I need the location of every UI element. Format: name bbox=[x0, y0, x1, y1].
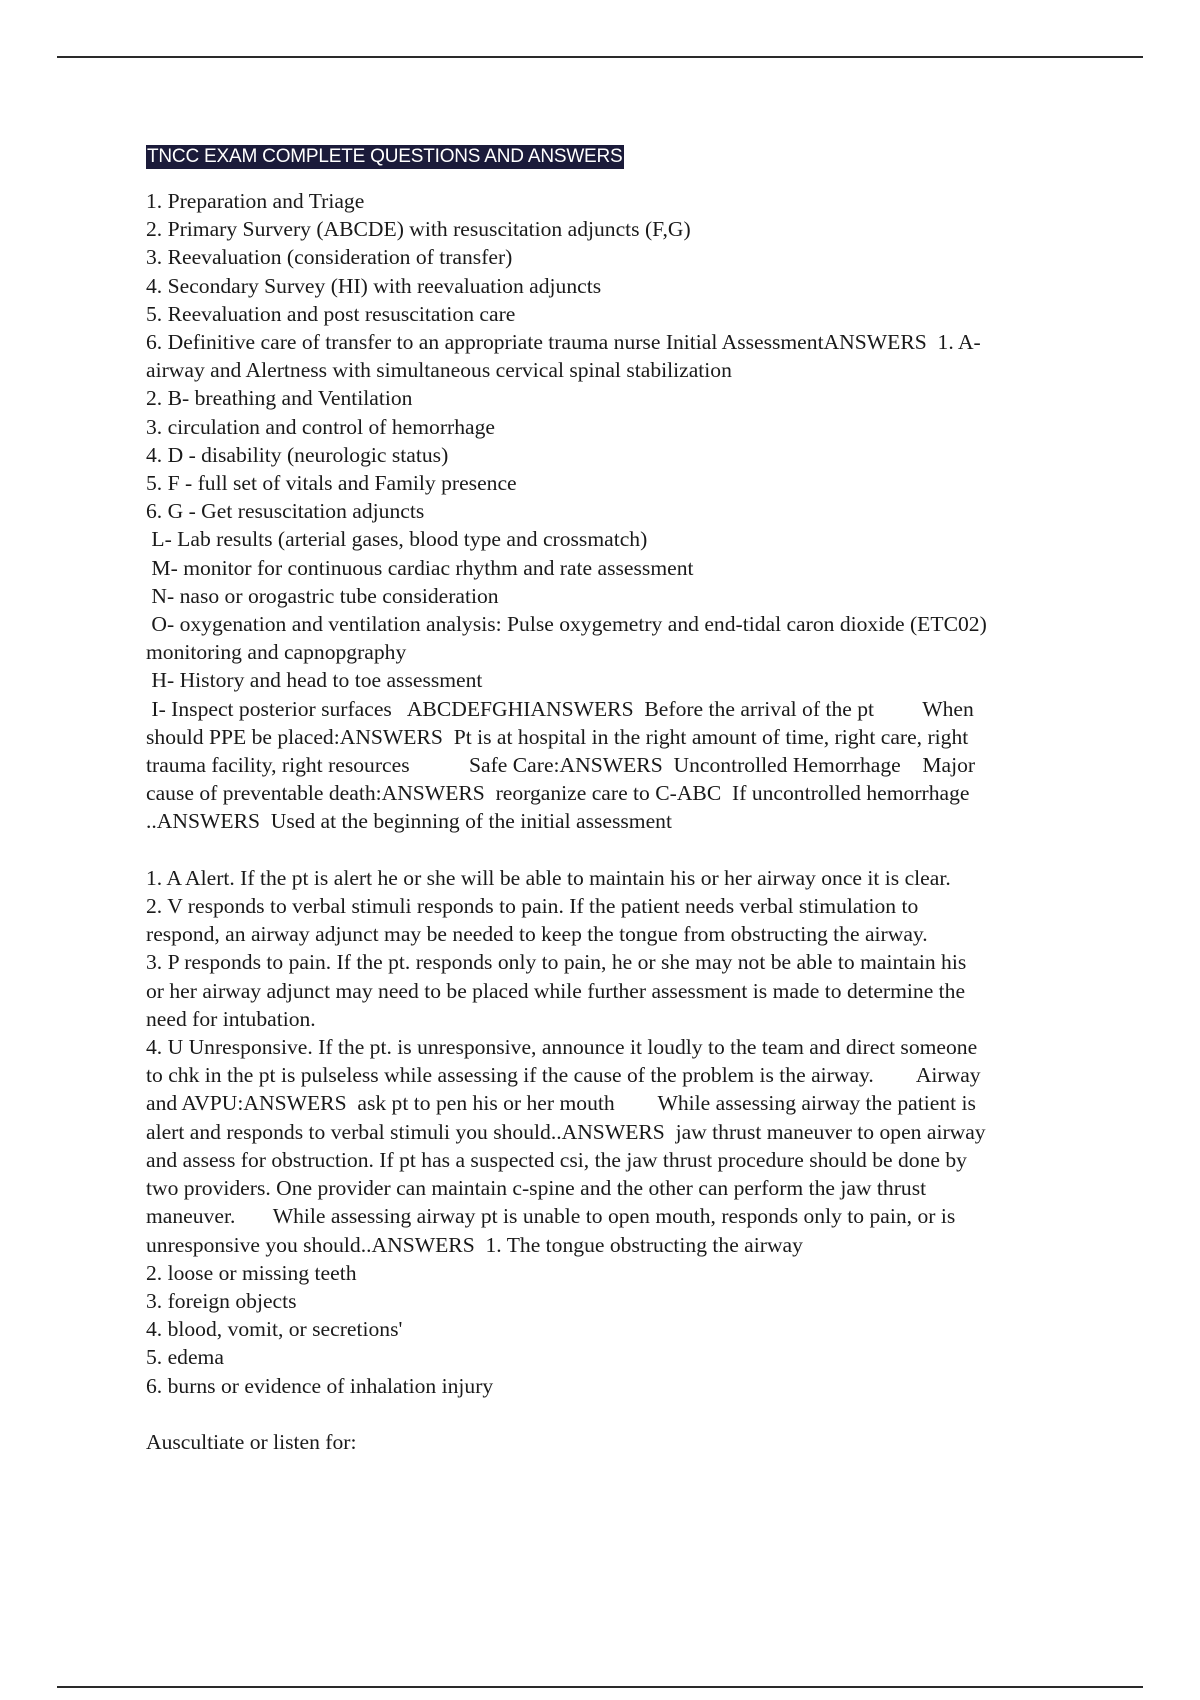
footer-rule bbox=[57, 1686, 1143, 1688]
text-line: alert and responds to verbal stimuli you should..ANSWERS jaw thrust maneuver to open airway bbox=[146, 1119, 986, 1144]
text-line: 4. U Unresponsive. If the pt. is unresponsive, announce it loudly to the team and direct someone bbox=[146, 1035, 978, 1060]
text-line: need for intubation. bbox=[146, 1006, 316, 1031]
text-line: 5. edema bbox=[146, 1345, 224, 1370]
text-line: 6. Definitive care of transfer to an appropriate trauma nurse Initial AssessmentANSWERS 1. A- bbox=[146, 330, 981, 355]
text-line: and AVPU:ANSWERS ask pt to pen his or her mouth While assessing airway the patient is bbox=[146, 1091, 976, 1116]
text-line: I- Inspect posterior surfaces ABCDEFGHIANSWERS Before the arrival of the pt When bbox=[146, 696, 974, 721]
text-line: O- oxygenation and ventilation analysis: Pulse oxygemetry and end-tidal caron dioxide (ETC02) bbox=[146, 612, 987, 637]
text-line: to chk in the pt is pulseless while assessing if the cause of the problem is the airway. Airway bbox=[146, 1063, 981, 1088]
text-line: 4. D - disability (neurologic status) bbox=[146, 442, 449, 467]
text-line: ..ANSWERS Used at the beginning of the initial assessment bbox=[146, 809, 672, 834]
text-line: 3. foreign objects bbox=[146, 1288, 297, 1313]
text-line: 6. burns or evidence of inhalation injury bbox=[146, 1373, 494, 1398]
text-line: 1. A Alert. If the pt is alert he or she will be able to maintain his or her airway once it is clear. bbox=[146, 865, 951, 890]
text-line: or her airway adjunct may need to be placed while further assessment is made to determine the bbox=[146, 978, 966, 1003]
text-line: M- monitor for continuous cardiac rhythm and rate assessment bbox=[146, 555, 694, 580]
text-line: 3. P responds to pain. If the pt. responds only to pain, he or she may not be able to maintain his bbox=[146, 950, 967, 975]
text-line: 2. Primary Survery (ABCDE) with resuscitation adjuncts (F,G) bbox=[146, 217, 691, 242]
text-line: 5. Reevaluation and post resuscitation care bbox=[146, 301, 516, 326]
document-title: TNCC EXAM COMPLETE QUESTIONS AND ANSWERS bbox=[147, 146, 623, 167]
text-line: 4. Secondary Survey (HI) with reevaluation adjuncts bbox=[146, 273, 602, 298]
text-line: should PPE be placed:ANSWERS Pt is at hospital in the right amount of time, right care, right bbox=[146, 724, 969, 749]
text-line: 6. G - Get resuscitation adjuncts bbox=[146, 499, 425, 524]
text-line: L- Lab results (arterial gases, blood type and crossmatch) bbox=[146, 527, 648, 552]
text-line: 3. Reevaluation (consideration of transfer) bbox=[146, 245, 513, 270]
text-line: unresponsive you should..ANSWERS 1. The tongue obstructing the airway bbox=[146, 1232, 803, 1257]
text-line: 1. Preparation and Triage bbox=[146, 189, 365, 213]
header-rule bbox=[57, 56, 1143, 58]
text-line: and assess for obstruction. If pt has a suspected csi, the jaw thrust procedure should be done by bbox=[146, 1147, 967, 1172]
text-line: 4. blood, vomit, or secretions' bbox=[146, 1317, 403, 1342]
text-line: two providers. One provider can maintain c-spine and the other can perform the jaw thrust bbox=[146, 1176, 927, 1201]
text-line: maneuver. While assessing airway pt is unable to open mouth, responds only to pain, or is bbox=[146, 1204, 956, 1229]
text-line: N- naso or orogastric tube consideration bbox=[146, 583, 499, 608]
text-line: trauma facility, right resources Safe Care:ANSWERS Uncontrolled Hemorrhage Major bbox=[146, 753, 976, 778]
text-line: 5. F - full set of vitals and Family presence bbox=[146, 471, 517, 496]
text-line: 2. B- breathing and Ventilation bbox=[146, 386, 413, 411]
text-line: cause of preventable death:ANSWERS reorganize care to C-ABC If uncontrolled hemorrhage bbox=[146, 781, 970, 806]
page-body bbox=[146, 145, 1091, 1456]
text-line bbox=[146, 836, 1091, 864]
text-line: 2. V responds to verbal stimuli responds to pain. If the patient needs verbal stimulation to bbox=[146, 894, 919, 919]
text-line: airway and Alertness with simultaneous cervical spinal stabilization bbox=[146, 358, 732, 383]
document-text bbox=[146, 187, 1091, 1456]
text-line: respond, an airway adjunct may be needed to keep the tongue from obstructing the airway. bbox=[146, 922, 928, 947]
text-line: Auscultiate or listen for: bbox=[146, 1429, 357, 1454]
text-line: 2. loose or missing teeth bbox=[146, 1260, 357, 1285]
text-line bbox=[146, 1400, 1091, 1428]
text-line: monitoring and capnopgraphy bbox=[146, 640, 407, 665]
text-line: H- History and head to toe assessment bbox=[146, 668, 483, 693]
text-line: 3. circulation and control of hemorrhage bbox=[146, 414, 495, 439]
